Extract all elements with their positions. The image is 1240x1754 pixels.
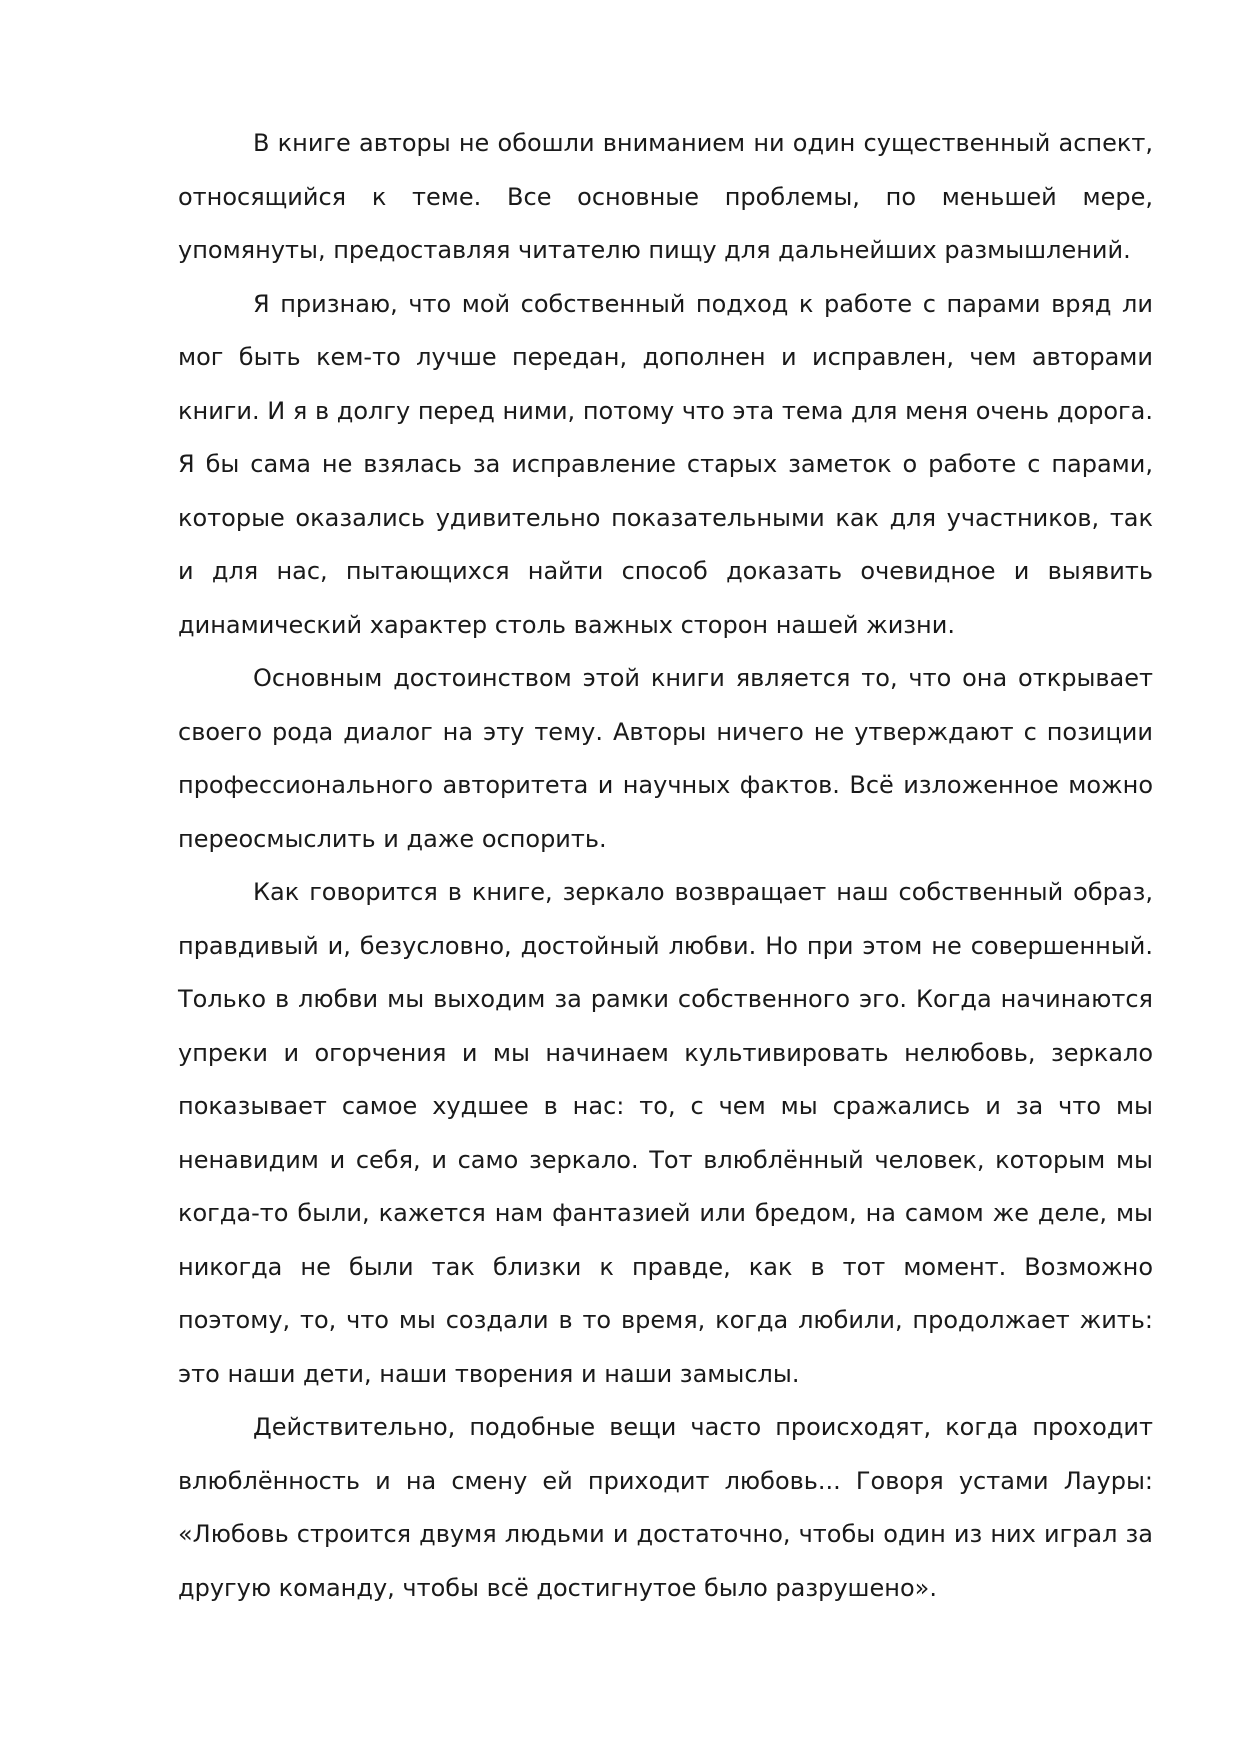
paragraph: Основным достоинством этой книги является то, что она открывает своего рода диалог на эту тему. Авторы ничего не утверждают с позиции профессионального авторитета и научных фактов. Всё изложенное можно переосмыслить и даже оспорить.: [178, 664, 1153, 853]
paragraph: В книге авторы не обошли вниманием ни один существенный аспект, относящийся к теме. Все основные проблемы, по меньшей мере, упомянуты, предоставляя читателю пищу для дальнейших размышлений.: [178, 129, 1153, 264]
paragraph: Как говорится в книге, зеркало возвращает наш собственный образ, правдивый и, безусловно, достойный любви. Но при этом не совершенный. Только в любви мы выходим за рамки собственного эго. Когда начинаются упреки и огорчения и мы начинаем культивировать нелюбовь, зеркало показывает самое худшее в нас: то, с чем мы сражались и за что мы ненавидим и себя, и само зеркало. Тот влюблённый человек, которым мы когда-то были, кажется нам фантазией или бредом, на самом же деле, мы никогда не были так близки к правде, как в тот момент. Возможно поэтому, то, что мы создали в то время, когда любили, продолжает жить: это наши дети, наши творения и наши замыслы.: [178, 878, 1153, 1388]
paragraph: Действительно, подобные вещи часто происходят, когда проходит влюблённость и на смену ей приходит любовь... Говоря устами Лауры: «Любовь строится двумя людьми и достаточно, чтобы один из них играл за другую команду, чтобы всё достигнутое было разрушено».: [178, 1413, 1153, 1602]
paragraph: Я признаю, что мой собственный подход к работе с парами вряд ли мог быть кем-то лучше передан, дополнен и исправлен, чем авторами книги. И я в долгу перед ними, потому что эта тема для меня очень дорога. Я бы сама не взялась за исправление старых заметок о работе с парами, которые оказались удивительно показательными как для участников, так и для нас, пытающихся найти способ доказать очевидное и выявить динамический характер столь важных сторон нашей жизни.: [178, 289, 1153, 639]
document-body: [178, 117, 1153, 1615]
